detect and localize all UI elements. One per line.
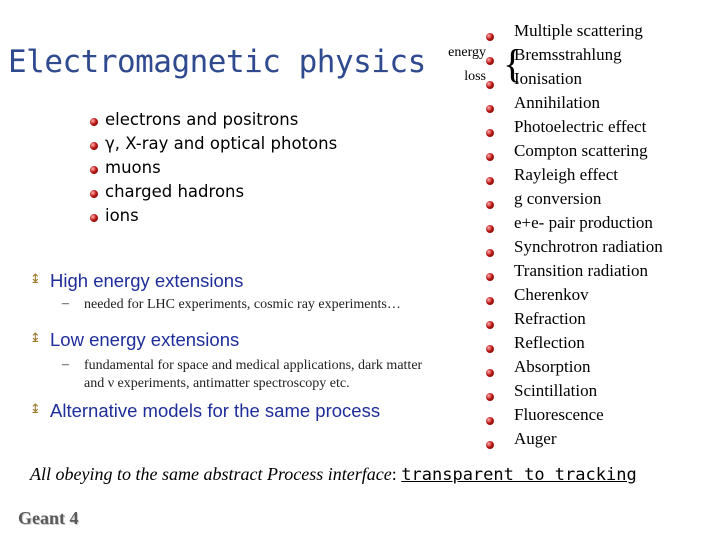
section-detail-high-energy: needed for LHC experiments, cosmic ray experiments… xyxy=(84,297,401,312)
process-item: Cherenkov xyxy=(484,283,663,307)
footer-italic-text: All obeying to the same abstract Process interface xyxy=(30,464,392,484)
brace-icon: { xyxy=(503,41,523,86)
bullet-icon xyxy=(486,369,494,377)
dash-icon: – xyxy=(62,296,69,311)
section-bullet-icon: ↨ xyxy=(30,402,41,417)
footer-statement xyxy=(30,464,637,485)
particle-item: muons xyxy=(90,156,337,180)
particle-item: electrons and positrons xyxy=(90,108,337,132)
process-item: Refraction xyxy=(484,307,663,331)
bullet-icon xyxy=(90,214,98,222)
process-item: e+e- pair production xyxy=(484,211,663,235)
page-title: Electromagnetic physics xyxy=(8,44,426,80)
process-item: Compton scattering xyxy=(484,139,663,163)
geant4-logo: Geant 4 xyxy=(18,508,79,528)
process-list xyxy=(484,19,663,451)
bullet-icon xyxy=(90,118,98,126)
bullet-icon xyxy=(486,81,494,89)
dash-icon: – xyxy=(62,357,69,372)
bullet-icon xyxy=(486,153,494,161)
bullet-icon xyxy=(90,166,98,174)
energy-loss-label-line1: energy xyxy=(448,45,486,60)
bullet-icon xyxy=(90,142,98,150)
bullet-icon xyxy=(486,393,494,401)
bullet-icon xyxy=(486,225,494,233)
process-item: Multiple scattering xyxy=(484,19,663,43)
process-item: Ionisation xyxy=(484,67,663,91)
particle-item: γ, X-ray and optical photons xyxy=(90,132,337,156)
bullet-icon xyxy=(486,33,494,41)
particle-item: charged hadrons xyxy=(90,180,337,204)
process-item: Transition radiation xyxy=(484,259,663,283)
particle-item: ions xyxy=(90,204,337,228)
particle-list xyxy=(90,108,337,228)
section-heading-low-energy: Low energy extensions xyxy=(50,329,240,350)
section-heading-high-energy: High energy extensions xyxy=(50,270,244,291)
bullet-icon xyxy=(486,297,494,305)
section-bullet-icon: ↨ xyxy=(30,272,41,287)
bullet-icon xyxy=(486,273,494,281)
process-item: Bremsstrahlung xyxy=(484,43,663,67)
process-item: Annihilation xyxy=(484,91,663,115)
bullet-icon xyxy=(486,249,494,257)
process-item: g conversion xyxy=(484,187,663,211)
bullet-icon xyxy=(486,417,494,425)
bullet-icon xyxy=(486,201,494,209)
bullet-icon xyxy=(486,57,494,65)
bullet-icon xyxy=(486,105,494,113)
section-detail-low-energy: fundamental for space and medical applications, dark matter and ν experiments, antimatter spectroscopy etc. xyxy=(84,358,423,391)
energy-loss-label-line2: loss xyxy=(464,69,486,84)
footer-colon: : xyxy=(391,464,402,484)
process-item: Auger xyxy=(484,427,663,451)
process-item: Rayleigh effect xyxy=(484,163,663,187)
process-item: Photoelectric effect xyxy=(484,115,663,139)
process-item: Reflection xyxy=(484,331,663,355)
process-item: Fluorescence xyxy=(484,403,663,427)
bullet-icon xyxy=(486,345,494,353)
process-item: Scintillation xyxy=(484,379,663,403)
process-item: Absorption xyxy=(484,355,663,379)
footer-emphasis: transparent to tracking xyxy=(401,465,637,485)
bullet-icon xyxy=(486,441,494,449)
bullet-icon xyxy=(486,129,494,137)
section-bullet-icon: ↨ xyxy=(30,331,41,346)
bullet-icon xyxy=(90,190,98,198)
bullet-icon xyxy=(486,321,494,329)
process-item: Synchrotron radiation xyxy=(484,235,663,259)
section-heading-alternative-models: Alternative models for the same process xyxy=(50,400,381,421)
bullet-icon xyxy=(486,177,494,185)
